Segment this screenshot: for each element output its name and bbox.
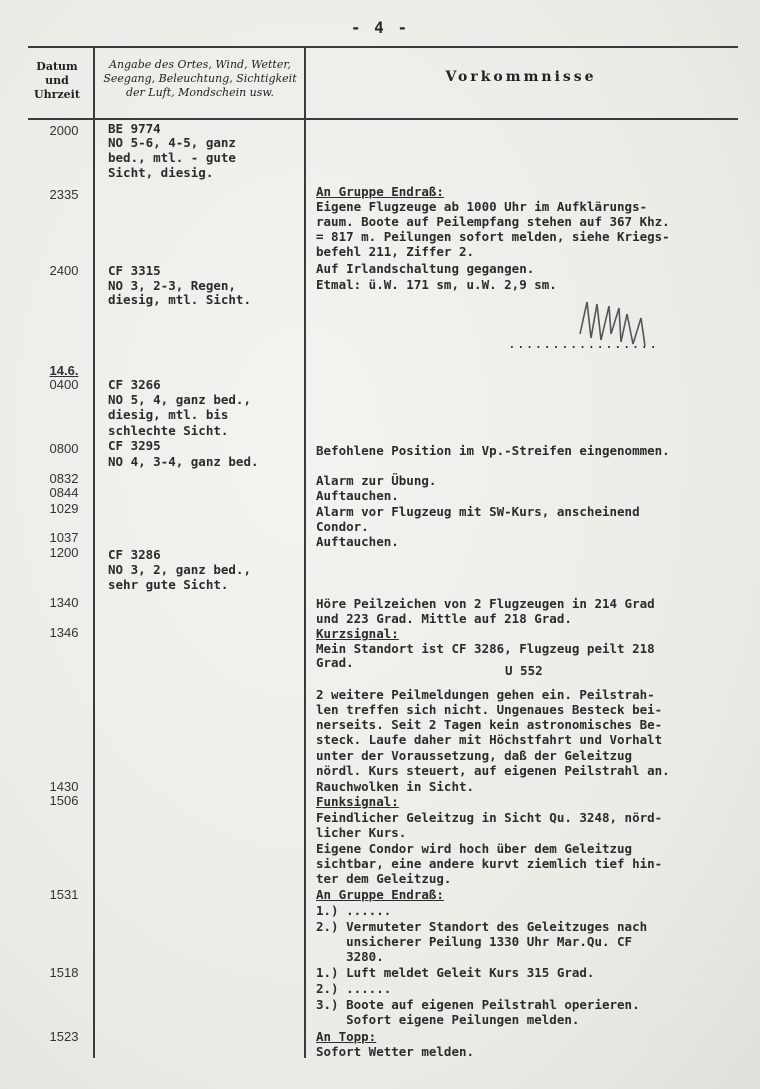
event-line: 2 weitere Peilmeldungen gehen ein. Peilstrah- bbox=[316, 687, 655, 702]
event-line: befehl 211, Ziffer 2. bbox=[316, 244, 475, 259]
event-line: raum. Boote auf Peilempfang stehen auf 367 Khz. bbox=[316, 214, 670, 229]
time-entry: 1518 bbox=[49, 965, 79, 980]
event-line: Etmal: ü.W. 171 sm, u.W. 2,9 sm. bbox=[316, 277, 557, 292]
event-line: Auftauchen. bbox=[316, 488, 399, 503]
event-line: licher Kurs. bbox=[316, 825, 407, 840]
date-entry: 14.6. bbox=[49, 363, 79, 378]
time-entry: 1029 bbox=[49, 501, 79, 516]
event-line: Höre Peilzeichen von 2 Flugzeugen in 214 Grad bbox=[316, 596, 655, 611]
weather-line: NO 5, 4, ganz bed., bbox=[108, 392, 251, 407]
weather-line: CF 3295 bbox=[108, 438, 161, 453]
event-line: 2.) Vermuteter Standort des Geleitzuges nach bbox=[316, 919, 648, 934]
time-entry: 1506 bbox=[49, 793, 79, 808]
event-line: Eigene Flugzeuge ab 1000 Uhr im Aufklärungs- bbox=[316, 199, 648, 214]
event-line: 1.) ...... bbox=[316, 903, 392, 918]
weather-line: CF 3266 bbox=[108, 377, 161, 392]
weather-line: sehr gute Sicht. bbox=[108, 577, 229, 592]
signal-sender: U 552 bbox=[505, 663, 543, 678]
time-entry: 0400 bbox=[49, 377, 79, 392]
weather-line: Sicht, diesig. bbox=[108, 165, 214, 180]
event-line: sichtbar, eine andere kurvt ziemlich tief hin- bbox=[316, 856, 663, 871]
event-line: Auftauchen. bbox=[316, 534, 399, 549]
event-line: nerseits. Seit 2 Tagen kein astronomisches Be- bbox=[316, 717, 663, 732]
weather-line: NO 3, 2-3, Regen, bbox=[108, 278, 236, 293]
weather-line: bed., mtl. - gute bbox=[108, 150, 236, 165]
header-location-weather bbox=[95, 58, 305, 100]
time-entry: 1340 bbox=[49, 595, 79, 610]
event-line: len treffen sich nicht. Ungenaues Besteck bei- bbox=[316, 702, 663, 717]
weather-line: NO 5-6, 4-5, ganz bbox=[108, 135, 236, 150]
event-line: und 223 Grad. Mittle auf 218 Grad. bbox=[316, 611, 572, 626]
event-line: Sofort eigene Peilungen melden. bbox=[316, 1012, 580, 1027]
event-line: Eigene Condor wird hoch über dem Geleitzug bbox=[316, 841, 633, 856]
event-line: unter der Voraussetzung, daß der Geleitzug bbox=[316, 748, 633, 763]
event-line: Sofort Wetter melden. bbox=[316, 1044, 475, 1059]
time-entry: 1430 bbox=[49, 779, 79, 794]
time-entry: 1037 bbox=[49, 530, 79, 545]
time-entry: 2400 bbox=[49, 263, 79, 278]
weather-line: schlechte Sicht. bbox=[108, 423, 229, 438]
weather-line: CF 3286 bbox=[108, 547, 161, 562]
column-divider-1 bbox=[93, 46, 95, 1058]
event-line: Condor. bbox=[316, 519, 369, 534]
header-col1-line2: und bbox=[45, 74, 69, 87]
time-entry: 0800 bbox=[49, 441, 79, 456]
event-line: Auf Irlandschaltung gegangen. bbox=[316, 261, 535, 276]
header-col2-line2: Seegang, Beleuchtung, Sichtigkeit bbox=[103, 72, 297, 85]
top-rule bbox=[28, 46, 738, 48]
weather-line: CF 3315 bbox=[108, 263, 161, 278]
header-col2-line1: Angabe des Ortes, Wind, Wetter, bbox=[109, 58, 291, 71]
header-date-time bbox=[28, 60, 86, 102]
event-heading: An Gruppe Endraß: bbox=[316, 184, 444, 199]
time-entry: 1346 bbox=[49, 625, 79, 640]
header-col1-line1: Datum bbox=[36, 60, 78, 73]
header-rule bbox=[28, 118, 738, 120]
time-entry: 0832 bbox=[49, 471, 79, 486]
time-entry: 2000 bbox=[49, 123, 79, 138]
event-line: Alarm zur Übung. bbox=[316, 473, 437, 488]
event-line: Befohlene Position im Vp.-Streifen eingenommen. bbox=[316, 443, 670, 458]
column-divider-2 bbox=[304, 46, 306, 1058]
event-heading: An Topp: bbox=[316, 1029, 377, 1044]
event-heading: An Gruppe Endraß: bbox=[316, 887, 444, 902]
weather-line: BE 9774 bbox=[108, 121, 161, 136]
event-line: steck. Laufe daher mit Höchstfahrt und Vorhalt bbox=[316, 732, 663, 747]
event-line: Mein Standort ist CF 3286, Flugzeug peilt 218 bbox=[316, 641, 655, 656]
event-line: 3.) Boote auf eigenen Peilstrahl operieren. bbox=[316, 997, 640, 1012]
weather-line: diesig, mtl. bis bbox=[108, 407, 229, 422]
event-heading: Funksignal: bbox=[316, 794, 399, 809]
event-line: 1.) Luft meldet Geleit Kurs 315 Grad. bbox=[316, 965, 595, 980]
event-line: = 817 m. Peilungen sofort melden, siehe Kriegs- bbox=[316, 229, 670, 244]
weather-line: NO 4, 3-4, ganz bed. bbox=[108, 454, 259, 469]
event-line: ter dem Geleitzug. bbox=[316, 871, 452, 886]
header-col1-line3: Uhrzeit bbox=[34, 88, 80, 101]
event-line: unsicherer Peilung 1330 Uhr Mar.Qu. CF bbox=[316, 934, 633, 949]
time-entry: 1200 bbox=[49, 545, 79, 560]
event-heading: Kurzsignal: bbox=[316, 626, 399, 641]
page-number: - 4 - bbox=[350, 18, 410, 37]
separator-dots: ................. bbox=[508, 337, 659, 352]
time-entry: 2335 bbox=[49, 187, 79, 202]
event-line: nördl. Kurs steuert, auf eigenen Peilstrahl an. bbox=[316, 763, 670, 778]
time-entry: 0844 bbox=[49, 485, 79, 500]
weather-line: NO 3, 2, ganz bed., bbox=[108, 562, 251, 577]
header-events: Vorkommnisse bbox=[445, 69, 597, 85]
event-line: Feindlicher Geleitzug in Sicht Qu. 3248, nörd- bbox=[316, 810, 663, 825]
time-entry: 1523 bbox=[49, 1029, 79, 1044]
time-entry: 1531 bbox=[49, 887, 79, 902]
event-line: Alarm vor Flugzeug mit SW-Kurs, anscheinend bbox=[316, 504, 640, 519]
event-line: 2.) ...... bbox=[316, 981, 392, 996]
weather-line: diesig, mtl. Sicht. bbox=[108, 292, 251, 307]
event-line: Rauchwolken in Sicht. bbox=[316, 779, 475, 794]
event-line: 3280. bbox=[316, 949, 384, 964]
event-line: Grad. bbox=[316, 655, 354, 670]
header-col2-line3: der Luft, Mondschein usw. bbox=[125, 86, 275, 99]
